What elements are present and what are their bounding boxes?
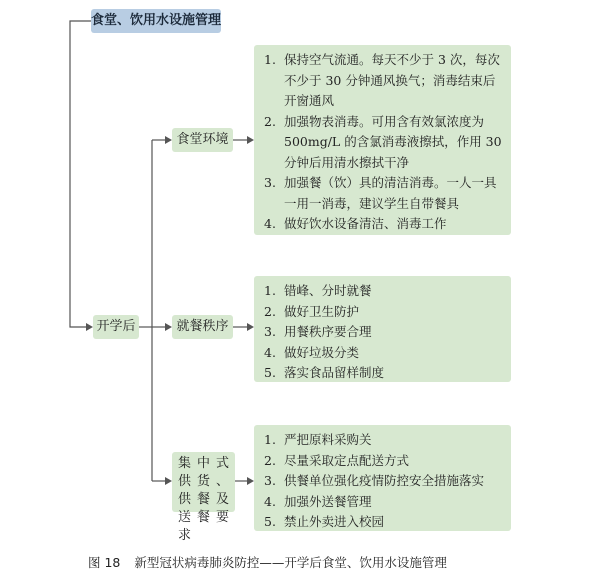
- root-title: 食堂、饮用水设施管理: [91, 9, 221, 33]
- list-item: 2. 做好卫生防护: [264, 303, 360, 319]
- connector-title-to-main: [70, 21, 91, 327]
- list-item: 4. 做好垃圾分类: [264, 344, 360, 360]
- section-label: 食堂环境: [176, 132, 229, 147]
- list-item: 2. 尽量采取定点配送方式: [264, 452, 410, 468]
- list-item: 4. 做好饮水设备清洁、消毒工作: [264, 216, 447, 231]
- list-box-3: [254, 425, 511, 531]
- arrow-to-section-2: [165, 323, 172, 331]
- figure-caption: [88, 552, 558, 574]
- list-item: 1. 严把原料采购关: [264, 432, 372, 447]
- arrow-to-section-3: [165, 477, 172, 485]
- list-item: 3. 用餐秩序要合理: [264, 324, 372, 339]
- figure-number: 图 18: [88, 555, 121, 570]
- main-node-label: 开学后: [96, 319, 136, 334]
- arrow-to-main: [86, 323, 93, 331]
- section-node-2: [172, 315, 233, 339]
- section-label: 集中式供货、供餐及送餐要求: [178, 456, 229, 543]
- arrow-to-section-1: [165, 136, 172, 144]
- list-item: 5. 落实食品留样制度: [264, 365, 385, 380]
- section-node-3: [172, 452, 235, 543]
- figure-caption-text: 新型冠状病毒肺炎防控——开学后食堂、饮用水设施管理: [134, 555, 447, 570]
- list-item: 4. 加强外送餐管理: [264, 493, 372, 509]
- section-label: 就餐秩序: [176, 319, 229, 334]
- main-node: [93, 315, 139, 339]
- list-box-2: [254, 276, 511, 382]
- list-item: 1. 错峰、分时就餐: [264, 283, 372, 298]
- list-box-1: [254, 45, 511, 235]
- list-item: 1. 保持空气流通。每天不少于 3 次，每次不少于 30 分钟通风换气；消毒结束后开窗通风: [264, 52, 500, 108]
- arrow-to-list-2: [247, 323, 254, 331]
- list-item: 2. 加强物表消毒。可用含有效氯浓度为500mg/L 的含氯消毒液擦拭，作用 30 分钟后用清水擦拭干净: [264, 113, 502, 170]
- list-item: 3. 加强餐（饮）具的清洁消毒。一人一具一用一消毒，建议学生自带餐具: [264, 175, 497, 211]
- arrow-to-list-1: [247, 136, 254, 144]
- section-node-1: [172, 128, 233, 152]
- arrow-to-list-3: [247, 477, 254, 485]
- list-item: 5. 禁止外卖进入校园: [264, 514, 385, 529]
- list-item: 3. 供餐单位强化疫情防控安全措施落实: [264, 473, 485, 488]
